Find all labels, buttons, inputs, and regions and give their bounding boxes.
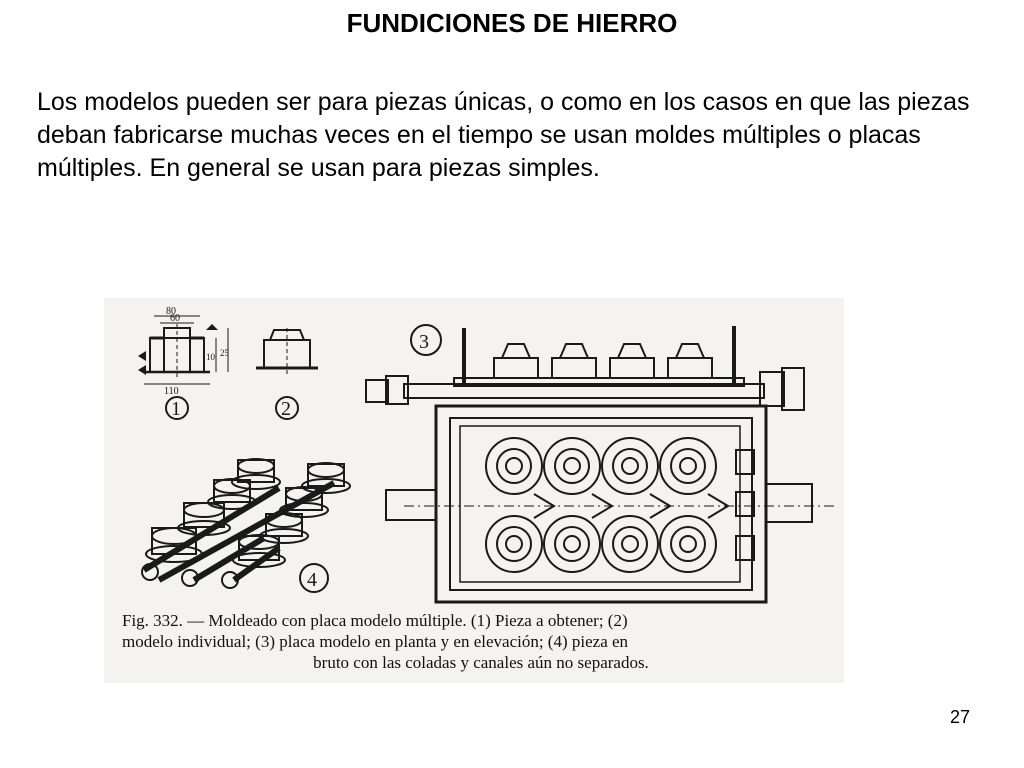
dim-label-110: 110	[164, 386, 179, 397]
dim-label-80: 80	[166, 306, 176, 317]
figure-label-4: 4	[307, 569, 317, 591]
pattern-plate-plan	[386, 406, 834, 602]
caption-line-2: modelo individual; (3) placa modelo en planta y en elevación; (4) pieza en	[122, 632, 629, 651]
caption-line-3: bruto con las coladas y canales aún no separados.	[313, 653, 649, 672]
slide-title: FUNDICIONES DE HIERRO	[346, 8, 678, 38]
dim-label-10: 10	[206, 352, 215, 362]
rough-casting-drawing	[142, 459, 350, 588]
piece-section-drawing	[138, 316, 228, 384]
figure-label-1: 1	[171, 398, 181, 420]
page-number: 27	[949, 707, 970, 727]
dim-label-60: 60	[170, 313, 180, 324]
individual-pattern-drawing	[256, 328, 318, 374]
caption-line-1: Fig. 332. — Moldeado con placa modelo múltiple. (1) Pieza a obtener; (2)	[122, 611, 628, 630]
pattern-plate-elevation	[366, 326, 804, 410]
dim-label-25: 25	[220, 348, 229, 358]
figure-caption	[122, 610, 840, 673]
slide-body-text: Los modelos pueden ser para piezas únicas, o como en los casos en que las piezas deban fabricarse muchas veces en el tiempo se usan moldes múltiples o placas múltiples. En general se usan para piezas simples.	[37, 88, 970, 182]
figure-label-3: 3	[419, 331, 429, 353]
figure-label-2: 2	[281, 398, 291, 420]
figure-casting-pattern-plate	[104, 298, 844, 683]
